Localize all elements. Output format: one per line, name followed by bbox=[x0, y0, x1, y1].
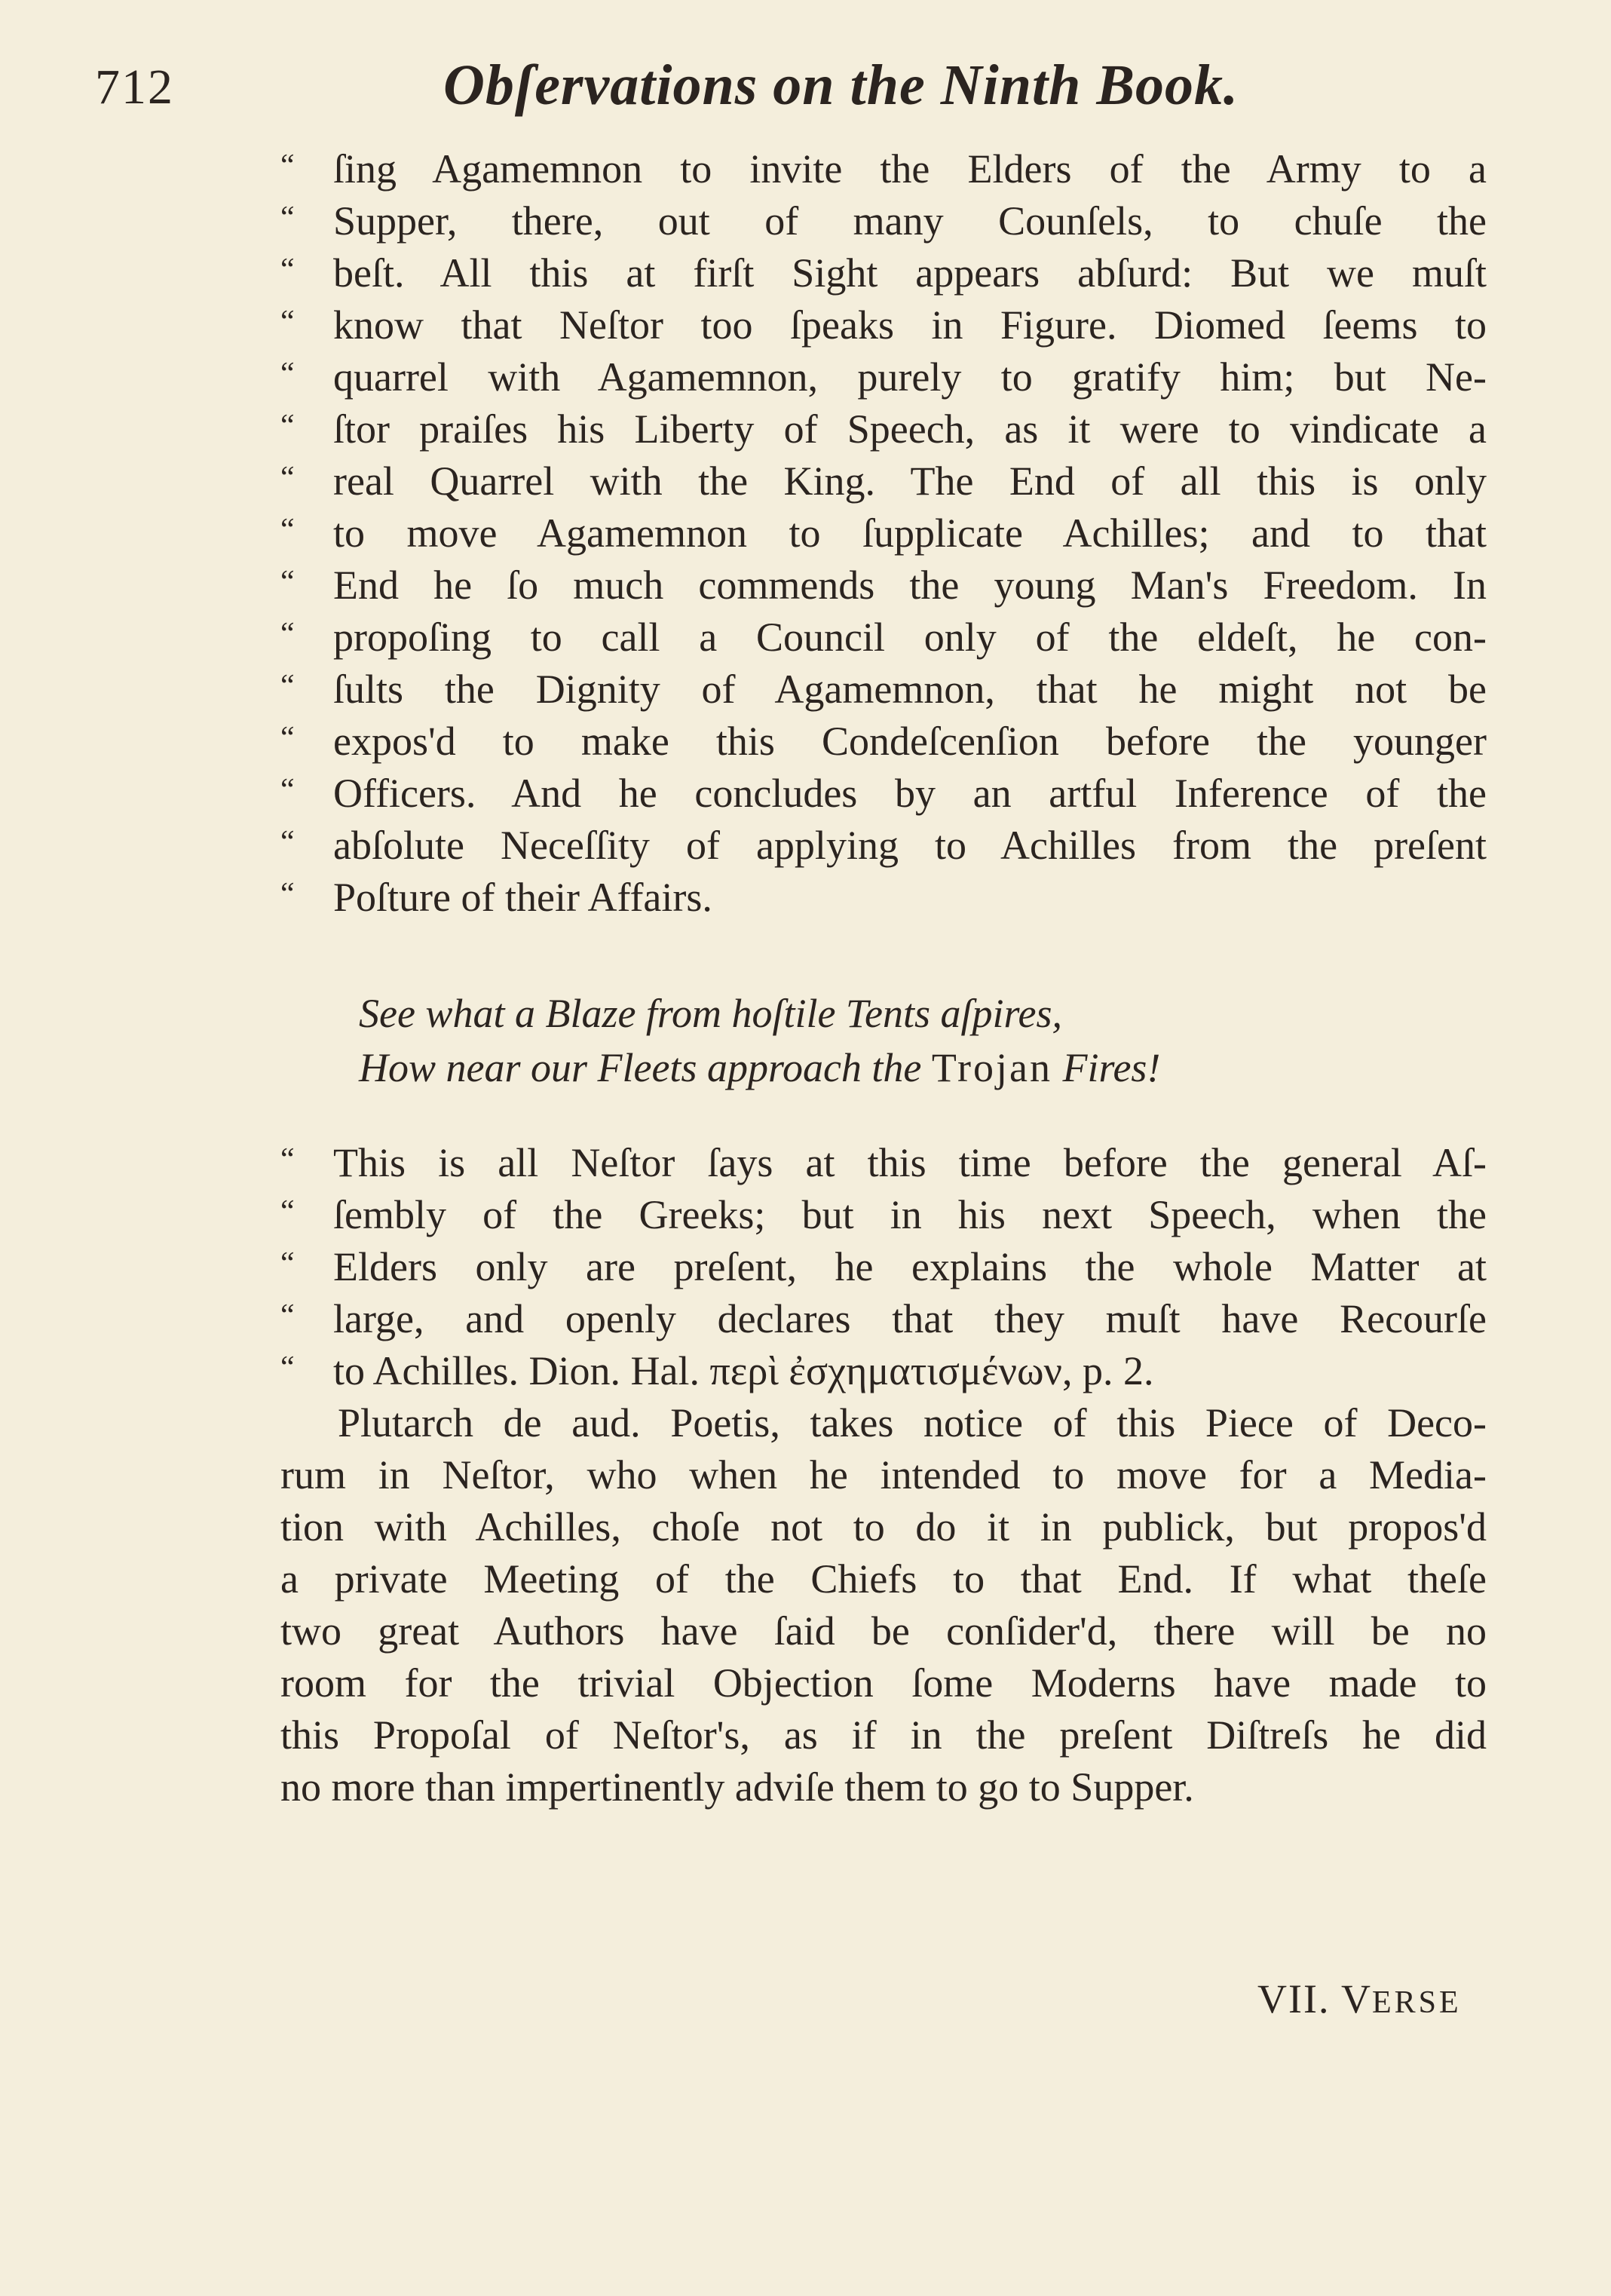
quote-line bbox=[280, 1137, 1487, 1189]
quote-line bbox=[280, 247, 1487, 299]
catchword bbox=[1257, 1976, 1462, 2022]
quote-text: beſt. All this at firſt Sight appears abſurd: But we muſt bbox=[333, 250, 1487, 296]
paragraph-line: room for the trivial Objection ſome Moderns have made to bbox=[280, 1660, 1487, 1706]
quote-text: ſing Agamemnon to invite the Elders of the Army to a bbox=[333, 146, 1487, 192]
quote-line bbox=[280, 195, 1487, 247]
quote-block-2 bbox=[280, 1137, 1487, 1397]
quote-mark: “ bbox=[280, 149, 295, 183]
quote-text: to Achilles. Dion. Hal. περὶ ἐσχηματισμένων, p. 2. bbox=[333, 1348, 1154, 1393]
quote-line bbox=[280, 507, 1487, 559]
quote-mark: “ bbox=[280, 669, 295, 704]
verse-line-1: See what a Blaze from hoſtile Tents aſpires, bbox=[359, 991, 1062, 1036]
quote-line bbox=[280, 664, 1487, 716]
verse-line-2-start: How near our Fleets approach the bbox=[359, 1045, 922, 1090]
verse-line-2-end: Fires! bbox=[1062, 1045, 1161, 1090]
quote-text: propoſing to call a Council only of the eldeſt, he con- bbox=[333, 615, 1487, 660]
body-paragraph bbox=[280, 1397, 1487, 1813]
quote-line bbox=[280, 1293, 1487, 1345]
quote-mark: “ bbox=[280, 877, 295, 912]
quote-line bbox=[280, 351, 1487, 403]
quote-mark: “ bbox=[280, 617, 295, 651]
quote-text: ſtor praiſes his Liberty of Speech, as it were to vindicate a bbox=[333, 406, 1487, 452]
quote-mark: “ bbox=[280, 513, 295, 547]
quote-mark: “ bbox=[280, 253, 295, 287]
paragraph-line: no more than impertinently adviſe them to go to Supper. bbox=[280, 1764, 1194, 1810]
quote-text: Supper, there, out of many Counſels, to chuſe the bbox=[333, 198, 1487, 244]
quote-text: Officers. And he concludes by an artful Inference of the bbox=[333, 771, 1487, 816]
quote-line bbox=[280, 299, 1487, 351]
paragraph-line: a private Meeting of the Chiefs to that End. If what theſe bbox=[280, 1556, 1487, 1602]
quote-mark: “ bbox=[280, 1194, 295, 1229]
quote-mark: “ bbox=[280, 773, 295, 808]
catchword-initial: V bbox=[1341, 1976, 1372, 2022]
quote-line bbox=[280, 143, 1487, 195]
quote-mark: “ bbox=[280, 357, 295, 391]
quote-line bbox=[280, 872, 1487, 924]
quote-text: quarrel with Agamemnon, purely to gratify him; but Ne- bbox=[333, 354, 1487, 400]
quote-mark: “ bbox=[280, 1350, 295, 1385]
quote-text: know that Neſtor too ſpeaks in Figure. Diomed ſeems to bbox=[333, 302, 1487, 348]
quote-line bbox=[280, 820, 1487, 872]
quote-text: This is all Neſtor ſays at this time before the general Aſ- bbox=[333, 1140, 1487, 1185]
quote-text: ſults the Dignity of Agamemnon, that he might not be bbox=[333, 667, 1487, 712]
running-title: Obſervations on the Ninth Book. bbox=[443, 54, 1239, 117]
quote-line bbox=[280, 1345, 1487, 1397]
quote-mark: “ bbox=[280, 409, 295, 443]
paragraph-line: Plutarch de aud. Poetis, takes notice of this Piece of Deco- bbox=[338, 1400, 1487, 1445]
quote-line bbox=[280, 403, 1487, 455]
quote-text: ſembly of the Greeks; but in his next Speech, when the bbox=[333, 1192, 1487, 1237]
quote-line bbox=[280, 455, 1487, 507]
quote-text: expos'd to make this Condeſcenſion before the younger bbox=[333, 719, 1487, 764]
catchword-rest: ERSE bbox=[1372, 1985, 1462, 2020]
quote-line bbox=[280, 1189, 1487, 1241]
paragraph-line: this Propoſal of Neſtor's, as if in the preſent Diſtreſs he did bbox=[280, 1712, 1487, 1758]
quote-text: abſolute Neceſſity of applying to Achilles from the preſent bbox=[333, 823, 1487, 868]
paragraph-line: two great Authors have ſaid be conſider'd, there will be no bbox=[280, 1608, 1487, 1654]
quote-mark: “ bbox=[280, 825, 295, 860]
quote-mark: “ bbox=[280, 565, 295, 599]
quote-line bbox=[280, 559, 1487, 612]
page-number: 712 bbox=[95, 60, 174, 115]
quote-mark: “ bbox=[280, 1142, 295, 1177]
quote-text: Elders only are preſent, he explains the whole Matter at bbox=[333, 1244, 1487, 1289]
quote-mark: “ bbox=[280, 461, 295, 495]
quote-line bbox=[280, 768, 1487, 820]
quote-mark: “ bbox=[280, 1298, 295, 1333]
paragraph-line: tion with Achilles, choſe not to do it in publick, but propos'd bbox=[280, 1504, 1487, 1550]
quote-mark: “ bbox=[280, 721, 295, 756]
quote-text: large, and openly declares that they muſt have Recourſe bbox=[333, 1296, 1487, 1341]
quote-line bbox=[280, 612, 1487, 664]
quote-block-1 bbox=[280, 143, 1487, 924]
verse-line-2-roman: Trojan bbox=[931, 1045, 1052, 1090]
quote-text: End he ſo much commends the young Man's Freedom. In bbox=[333, 563, 1487, 608]
quote-line bbox=[280, 1241, 1487, 1293]
quote-mark: “ bbox=[280, 305, 295, 339]
verse-couplet bbox=[359, 986, 1414, 1095]
paragraph-line: rum in Neſtor, who when he intended to move for a Media- bbox=[280, 1452, 1487, 1497]
quote-mark: “ bbox=[280, 1246, 295, 1281]
quote-text: to move Agamemnon to ſupplicate Achilles; and to that bbox=[333, 510, 1487, 556]
quote-text: real Quarrel with the King. The End of all this is only bbox=[333, 458, 1487, 504]
quote-text: Poſture of their Affairs. bbox=[333, 875, 712, 920]
quote-mark: “ bbox=[280, 201, 295, 235]
catchword-numeral: VII. bbox=[1257, 1976, 1331, 2022]
quote-line bbox=[280, 716, 1487, 768]
verse-line-2 bbox=[359, 1041, 1414, 1095]
